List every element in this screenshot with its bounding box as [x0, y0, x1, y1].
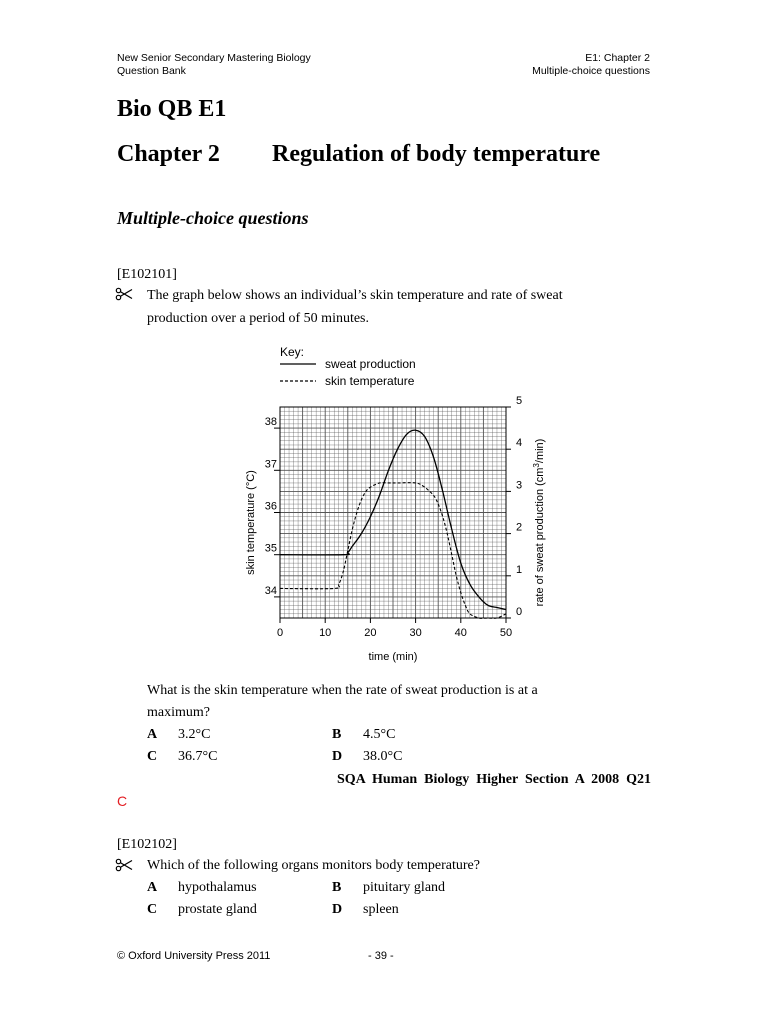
y-right-tick-label: 0 [516, 606, 523, 618]
scissors-icon [115, 287, 133, 306]
option-text: prostate gland [178, 902, 257, 917]
y-left-axis-label: skin temperature (°C) [245, 470, 257, 575]
header-right [532, 52, 650, 78]
q1-chart [230, 340, 560, 670]
q1-stem-line1: The graph below shows an individual’s skin temperature and rate of sweat [147, 288, 563, 303]
q1-option-d[interactable] [332, 746, 403, 768]
q1-option-c[interactable] [147, 746, 218, 768]
option-text: hypothalamus [178, 880, 257, 895]
y-right-tick-label: 2 [516, 521, 523, 534]
y-left-tick-label: 35 [264, 542, 277, 555]
option-letter: D [332, 902, 343, 917]
q1-source: SQA Human Biology Higher Section A 2008 Q21 [336, 772, 651, 787]
footer-copyright: © Oxford University Press 2011 [117, 950, 271, 962]
y-right-axis-label: rate of sweat production $(cm^3/\min)$ [532, 438, 546, 607]
option-letter: B [332, 880, 342, 895]
scissors-icon [115, 858, 133, 877]
x-tick-label: 40 [454, 627, 467, 639]
q1-option-b[interactable] [332, 724, 396, 746]
option-letter: A [147, 880, 158, 895]
header-book-subtitle: Question Bank [117, 65, 186, 77]
q2-option-b[interactable] [332, 877, 446, 899]
q2-stem: Which of the following organs monitors body temperature? [147, 858, 480, 873]
legend-title: Key: [280, 345, 305, 359]
q1-stem-line2: production over a period of 50 minutes. [147, 311, 370, 326]
legend-entry: sweat production [325, 357, 416, 371]
section-title: Multiple-choice questions [117, 208, 309, 228]
y-right-tick-label: 4 [516, 437, 523, 450]
y-right-tick-label: 1 [516, 563, 523, 576]
y-left-tick-label: 36 [264, 500, 277, 513]
q2-option-d[interactable] [332, 899, 399, 921]
option-letter: D [332, 749, 343, 764]
option-letter: C [147, 902, 158, 917]
option-text: pituitary gland [363, 880, 446, 895]
header-left [117, 52, 311, 78]
x-tick-label: 20 [364, 627, 377, 639]
x-axis-label: time (min) [368, 651, 418, 663]
option-text: 4.5°C [363, 727, 396, 742]
q1-answer: C [117, 793, 128, 809]
option-text: 3.2°C [178, 727, 211, 742]
x-tick-label: 50 [499, 627, 513, 639]
q1-question-line1: What is the skin temperature when the rate of sweat production is at a [147, 683, 538, 698]
legend-entry: skin temperature [325, 374, 415, 388]
option-letter: C [147, 749, 158, 764]
y-left-tick-label: 37 [264, 458, 277, 471]
q2-option-a[interactable] [147, 877, 257, 899]
chapter-label: Chapter 2 [117, 141, 220, 167]
q2-option-c[interactable] [147, 899, 257, 921]
q2-id: [E102102] [117, 837, 177, 852]
page-title: Bio QB E1 [117, 96, 227, 122]
footer-page-number: - 39 - [368, 950, 394, 962]
chapter-name: Regulation of body temperature [272, 141, 601, 167]
y-left-tick-label: 34 [264, 584, 277, 597]
x-tick-label: 0 [276, 627, 284, 639]
y-right-tick-label: 3 [516, 479, 523, 492]
option-letter: B [332, 727, 342, 742]
header-section: Multiple-choice questions [532, 65, 650, 77]
option-text: 36.7°C [178, 749, 218, 764]
option-text: spleen [363, 902, 399, 917]
y-right-tick-label: 5 [516, 395, 523, 407]
q1-option-a[interactable] [147, 724, 211, 746]
header-book-title: New Senior Secondary Mastering Biology [117, 52, 311, 64]
q1-question-line2: maximum? [147, 705, 210, 720]
x-tick-label: 30 [409, 627, 422, 639]
y-left-tick-label: 38 [264, 416, 277, 429]
q1-id: [E102101] [117, 267, 177, 282]
option-text: 38.0°C [363, 749, 403, 764]
header-chapter: E1: Chapter 2 [585, 52, 650, 64]
x-tick-label: 10 [319, 627, 332, 639]
option-letter: A [147, 727, 158, 742]
